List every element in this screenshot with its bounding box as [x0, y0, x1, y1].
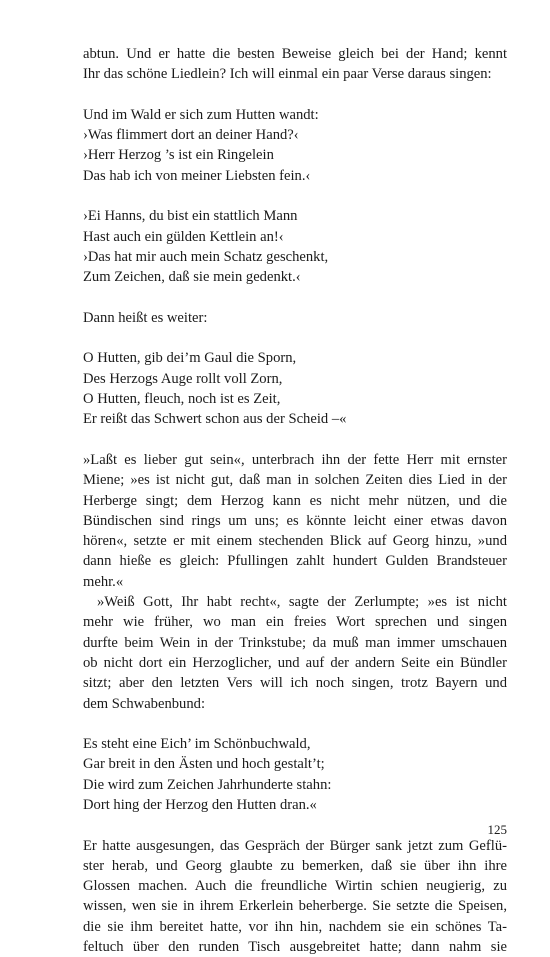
text-line: Er hatte ausgesungen, das Gespräch der Bürger sank jetzt zum Geflü-: [83, 837, 507, 854]
text-line: feltuch über den runden Tisch ausgebreitet hatte; dann nahm sie: [83, 939, 507, 956]
page-body: [83, 44, 507, 957]
text-line: mehr wie früher, wo man ein freies Wort sprechen und singen: [83, 614, 507, 631]
verse-line: Es steht eine Eich’ im Schönbuchwald,: [83, 736, 311, 753]
text-line: »Laßt es lieber gut sein«, unterbrach ihn der fette Herr mit ernster: [83, 451, 507, 468]
text-line: mehr.«: [83, 573, 124, 590]
verse-line: Des Herzogs Auge rollt voll Zorn,: [83, 370, 283, 387]
verse-line: ›Ei Hanns, du bist ein stattlich Mann: [83, 208, 298, 225]
paragraph: [83, 836, 507, 957]
text-line: sitzt; aber den letzten Vers will ich noch singen, trotz Bayern und: [83, 675, 507, 692]
text-line: Herberge singt; dem Herzog kann es nicht mehr nützen, und die: [83, 492, 507, 509]
verse-line: Das hab ich von meiner Liebsten fein.‹: [83, 167, 311, 184]
text-line: dem Schwabenbund:: [83, 695, 205, 712]
text-line: durfte beim Wein in der Trinkstube; da muß man immer umschauen: [83, 634, 507, 651]
text-line: dann hieße es gleich: Pfullingen zahlt hundert Gulden Brandsteuer: [83, 553, 507, 570]
spacer: [83, 430, 507, 450]
verse-line: Die wird zum Zeichen Jahrhunderte stahn:: [83, 776, 332, 793]
verse-stanza: [83, 105, 507, 186]
spacer: [83, 714, 507, 734]
text-line: »Weiß Gott, Ihr habt recht«, sagte der Zerlumpte; »es ist nicht: [97, 594, 507, 611]
verse-line: Dort hing der Herzog den Hutten dran.«: [83, 796, 317, 813]
narration-line: [83, 308, 507, 328]
verse-line: Zum Zeichen, daß sie mein gedenkt.‹: [83, 269, 301, 286]
verse-line: Er reißt das Schwert schon aus der Scheid –«: [83, 411, 347, 428]
paragraph: [83, 592, 507, 714]
spacer: [83, 328, 507, 348]
verse-line: Hast auch ein gülden Kettlein an!‹: [83, 228, 284, 245]
verse-stanza: [83, 348, 507, 429]
verse-stanza: [83, 206, 507, 287]
text-line: wissen, wen sie in ihrem Erkerlein beherberge. Sie setzte die Speisen,: [83, 898, 507, 915]
text-line: abtun. Und er hatte die besten Beweise gleich bei der Hand; kennt: [83, 46, 507, 62]
verse-line: ›Was flimmert dort an deiner Hand?‹: [83, 127, 299, 144]
text-line: Glossen machen. Auch die freundliche Wirtin schien neugierig, zu: [83, 878, 507, 895]
verse-stanza: [83, 734, 507, 815]
verse-line: ›Das hat mir auch mein Schatz geschenkt,: [83, 248, 329, 265]
verse-line: O Hutten, gib dei’m Gaul die Sporn,: [83, 350, 297, 367]
verse-line: Und im Wald er sich zum Hutten wandt:: [83, 106, 319, 123]
text-line: Ihr das schöne Liedlein? Ich will einmal ein paar Verse daraus singen:: [83, 66, 492, 83]
text-line: ob nicht dort ein Herzoglicher, und auf der andern Seite ein Bündler: [83, 654, 507, 671]
spacer: [83, 186, 507, 206]
text-line: hören«, setzte er mit einem stechenden Blick auf Georg hinzu, »und: [83, 533, 507, 550]
text-line: Dann heißt es weiter:: [83, 309, 208, 326]
verse-line: ›Herr Herzog ’s ist ein Ringelein: [83, 147, 274, 164]
paragraph: [83, 450, 507, 592]
verse-line: O Hutten, fleuch, noch ist es Zeit,: [83, 391, 281, 408]
spacer: [83, 85, 507, 105]
text-line: ster herab, und Georg glaubte zu bemerken, daß sie über ihn ihre: [83, 857, 507, 874]
text-line: Bündischen sind rings um uns; es könnte leicht einer etwas davon: [83, 512, 507, 529]
text-line: die sie ihm bereitet hatte, vor ihn hin, nachdem sie ein schönes Ta-: [83, 918, 507, 935]
spacer: [83, 288, 507, 308]
text-line: Miene; »es ist nicht gut, daß man in solchen Zeiten dies Lied in der: [83, 472, 507, 489]
verse-line: Gar breit in den Ästen und hoch gestalt’t;: [83, 756, 325, 773]
spacer: [83, 815, 507, 835]
page-number: 125: [487, 822, 507, 837]
paragraph: [83, 44, 507, 85]
